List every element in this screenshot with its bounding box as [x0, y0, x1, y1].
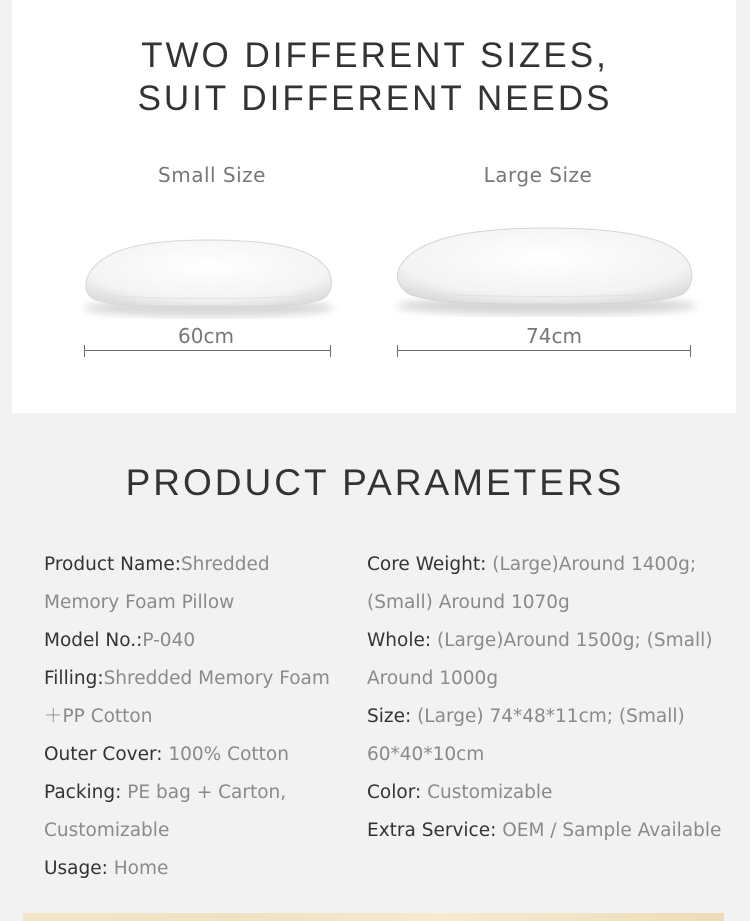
parameters-title: PRODUCT PARAMETERS — [125, 462, 625, 503]
param-whole-weight: Whole: (Large)Around 1500g; (Small) Around 1000g — [367, 630, 713, 689]
parameters-right-column — [367, 546, 742, 850]
param-extra-service: Extra Service: OEM / Sample Available — [367, 820, 722, 841]
param-model-no: Model No.:P-040 — [44, 630, 196, 651]
param-size: Size: (Large) 74*48*11cm; (Small) 60*40*10cm — [367, 706, 685, 765]
large-dimension-line — [397, 345, 691, 357]
param-usage: Usage: Home — [44, 858, 169, 879]
headline-line-2: SUIT DIFFERENT NEEDS — [137, 79, 613, 118]
small-length-label: 60cm — [178, 324, 234, 348]
small-pillow-image — [76, 228, 342, 328]
param-product-name: Product Name:Shredded Memory Foam Pillow — [44, 554, 270, 613]
large-size-label: Large Size — [483, 163, 593, 187]
param-core-weight: Core Weight: (Large)Around 1400g; (Small) Around 1070g — [367, 554, 697, 613]
param-outer-cover: Outer Cover: 100% Cotton — [44, 744, 289, 765]
parameters-left-column — [44, 546, 344, 888]
large-pillow-image — [387, 218, 707, 326]
small-size-label: Small Size — [158, 163, 266, 187]
next-section-image-edge — [23, 913, 724, 921]
param-color: Color: Customizable — [367, 782, 553, 803]
sizes-headline — [0, 34, 750, 120]
headline-line-1: TWO DIFFERENT SIZES, — [141, 36, 609, 75]
param-packing: Packing: PE bag + Carton, Customizable — [44, 782, 287, 841]
param-filling: Filling:Shredded Memory Foam ＋PP Cotton — [44, 668, 330, 727]
large-length-label: 74cm — [526, 324, 582, 348]
small-dimension-line — [84, 345, 331, 357]
